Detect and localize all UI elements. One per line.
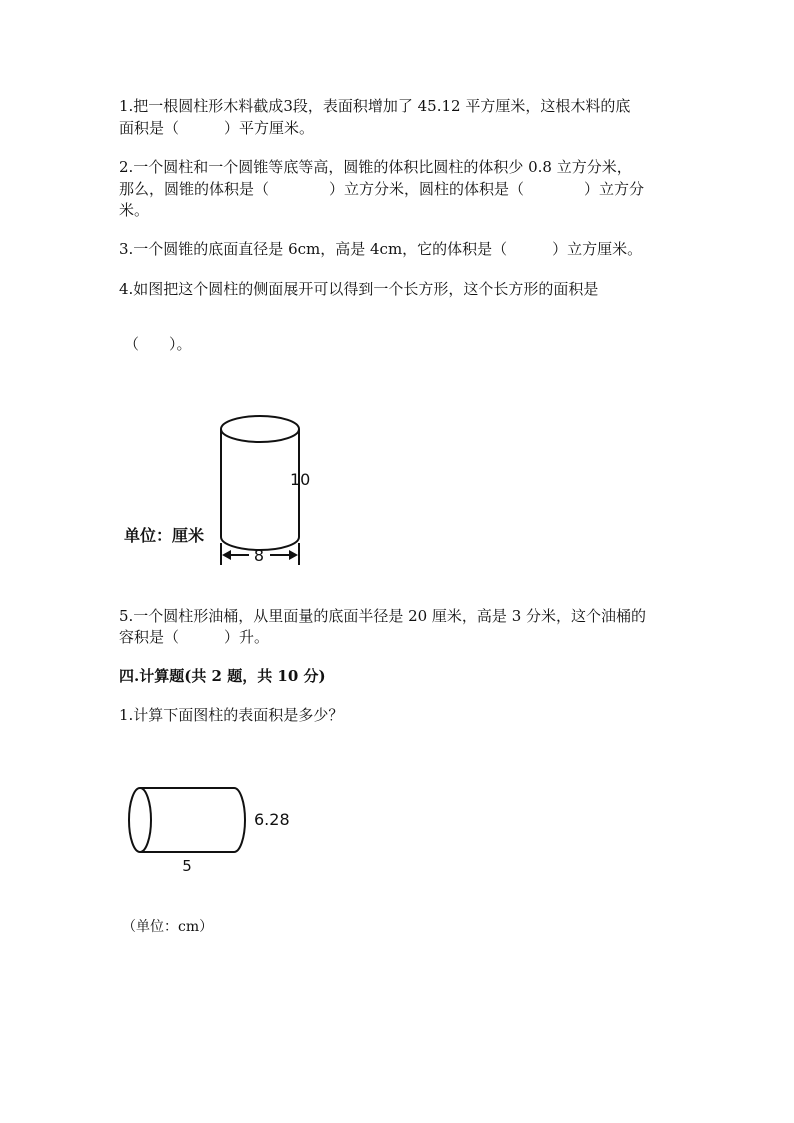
q3-text-line1: 3.一个圆锥的底面直径是 6cm，高是 4cm，它的体积是（ ）立方厘米。 bbox=[119, 240, 643, 258]
cylinder-right-arc bbox=[234, 788, 245, 852]
cylinder-left-ellipse bbox=[129, 788, 151, 852]
q4-text-line2: （ ）。 bbox=[124, 335, 192, 353]
cylinder-length-label: 5 bbox=[182, 857, 192, 875]
q2-text-line3: 米。 bbox=[119, 201, 150, 219]
q1-text-line1: 1.把一根圆柱形木料截成3段，表面积增加了 45.12 平方厘米，这根木料的底 bbox=[119, 97, 631, 115]
unit-label: 单位：厘米 bbox=[124, 526, 205, 545]
diameter-arrowhead-right bbox=[289, 550, 298, 560]
q5-text-line2: 容积是（ ）升。 bbox=[119, 628, 270, 646]
cylinder-diameter-label: 8 bbox=[253, 546, 265, 565]
section-title: 四.计算题(共 2 题，共 10 分) bbox=[119, 667, 326, 685]
cylinder-diameter-label: 6.28 bbox=[254, 810, 290, 829]
q2-text-line2: 那么，圆锥的体积是（ ）立方分米，圆柱的体积是（ ）立方分 bbox=[119, 180, 645, 198]
cylinder-top-ellipse bbox=[221, 416, 299, 442]
cylinder-height-label: 10 bbox=[290, 470, 311, 489]
q1-text-line2: 面积是（ ）平方厘米。 bbox=[119, 119, 315, 137]
diameter-arrowhead-left bbox=[222, 550, 231, 560]
q5-text-line1: 5.一个圆柱形油桶，从里面量的底面半径是 20 厘米，高是 3 分米，这个油桶的 bbox=[119, 607, 647, 625]
q2-text-line1: 2.一个圆柱和一个圆锥等底等高，圆锥的体积比圆柱的体积少 0.8 立方分米， bbox=[119, 158, 632, 176]
calc-unit-note: （单位：cm） bbox=[122, 919, 214, 935]
calc-q1-text: 1.计算下面图柱的表面积是多少？ bbox=[119, 706, 344, 724]
q4-cylinder-figure bbox=[110, 405, 330, 575]
q4-text-line1: 4.如图把这个圆柱的侧面展开可以得到一个长方形，这个长方形的面积是 bbox=[119, 280, 599, 298]
calc-cylinder-figure bbox=[120, 778, 300, 878]
